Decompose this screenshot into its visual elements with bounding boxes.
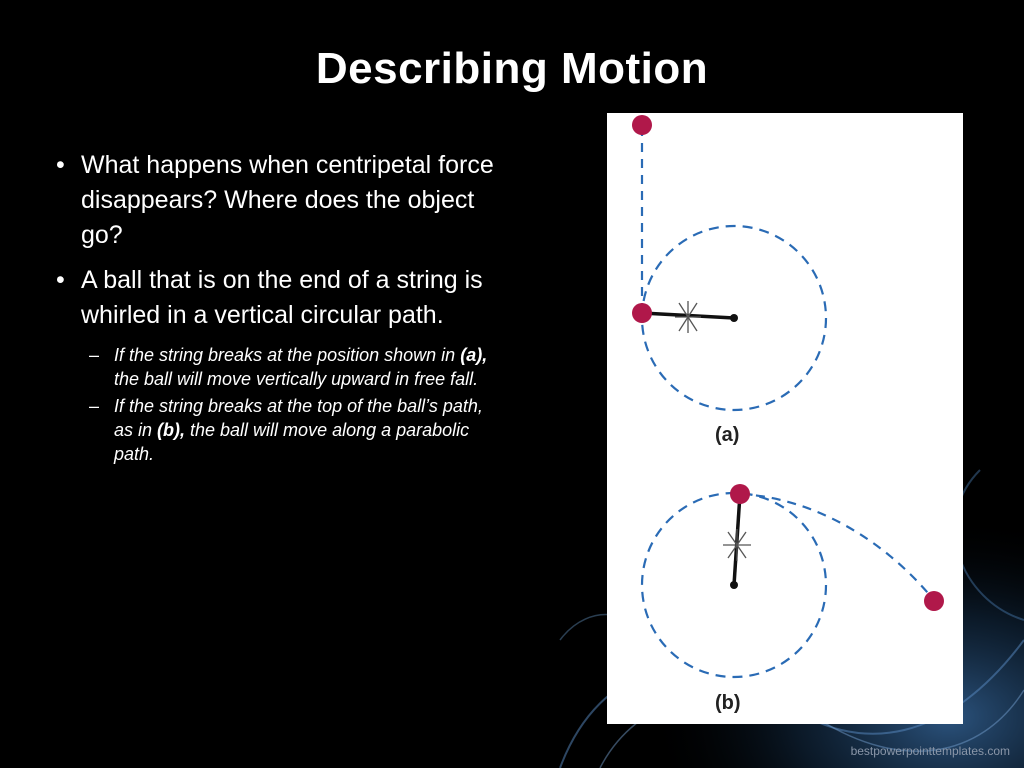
ball-top-a: [632, 115, 652, 135]
sub-bullet-dash: –: [89, 396, 100, 416]
bullet-item: [56, 263, 506, 333]
pivot-point-b: [730, 581, 738, 589]
bullet-dot: •: [56, 266, 65, 294]
ball-landing-b: [924, 591, 944, 611]
ball-a: [632, 303, 652, 323]
bullet-item: [56, 148, 506, 253]
watermark: bestpowerpointtemplates.com: [850, 744, 1010, 758]
parabolic-path: [740, 494, 933, 599]
break-star-icon: [723, 529, 751, 561]
circular-motion-diagram: [607, 113, 963, 724]
sub-bullet-text: If the string breaks at the position shown in (a), the ball will move vertically upward in free fall.: [114, 345, 488, 389]
figure-label-b: (b): [715, 692, 741, 714]
circular-motion-figure: [607, 113, 963, 724]
figure-label-a: (a): [715, 424, 740, 446]
sub-bullet-text: If the string breaks at the top of the ball’s path, as in (b), the ball will move along a parabolic path.: [114, 396, 483, 464]
sub-bullet-item: [89, 343, 506, 391]
slide-body: [56, 148, 506, 469]
slide-title: Describing Motion: [315, 44, 709, 93]
pivot-point-a: [730, 314, 738, 322]
bullet-dot: •: [56, 151, 65, 179]
bullet-text: A ball that is on the end of a string is whirled in a vertical circular path.: [81, 266, 483, 329]
bullet-text: What happens when centripetal force disappears? Where does the object go?: [81, 151, 494, 249]
sub-bullet-dash: –: [89, 345, 100, 365]
ball-top-b: [730, 484, 750, 504]
break-star-icon: [675, 301, 701, 333]
sub-bullet-item: [89, 394, 506, 466]
